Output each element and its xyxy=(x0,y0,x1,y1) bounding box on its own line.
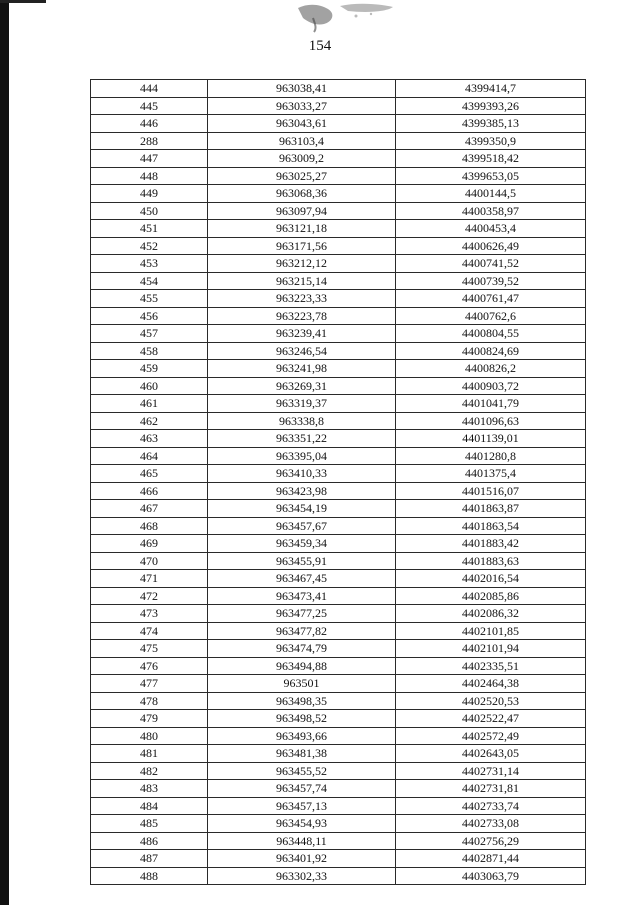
y-coordinate-cell: 4402464,38 xyxy=(396,675,586,693)
x-coordinate-cell: 963493,66 xyxy=(208,727,396,745)
y-coordinate-cell: 4401516,07 xyxy=(396,482,586,500)
table-row xyxy=(91,465,586,483)
x-coordinate-cell: 963474,79 xyxy=(208,640,396,658)
table-row xyxy=(91,150,586,168)
point-number-cell: 456 xyxy=(91,307,208,325)
x-coordinate-cell: 963038,41 xyxy=(208,80,396,98)
x-coordinate-cell: 963269,31 xyxy=(208,377,396,395)
point-number-cell: 483 xyxy=(91,780,208,798)
x-coordinate-cell: 963454,19 xyxy=(208,500,396,518)
y-coordinate-cell: 4402522,47 xyxy=(396,710,586,728)
point-number-cell: 452 xyxy=(91,237,208,255)
x-coordinate-cell: 963481,38 xyxy=(208,745,396,763)
table-row xyxy=(91,850,586,868)
table-row xyxy=(91,325,586,343)
coordinates-table-container xyxy=(90,79,585,885)
y-coordinate-cell: 4400358,97 xyxy=(396,202,586,220)
table-row xyxy=(91,710,586,728)
page-number: 154 xyxy=(308,38,332,54)
x-coordinate-cell: 963212,12 xyxy=(208,255,396,273)
x-coordinate-cell: 963457,13 xyxy=(208,797,396,815)
table-row xyxy=(91,692,586,710)
y-coordinate-cell: 4400741,52 xyxy=(396,255,586,273)
table-row xyxy=(91,307,586,325)
point-number-cell: 444 xyxy=(91,80,208,98)
x-coordinate-cell: 963459,34 xyxy=(208,535,396,553)
y-coordinate-cell: 4401139,01 xyxy=(396,430,586,448)
y-coordinate-cell: 4402016,54 xyxy=(396,570,586,588)
x-coordinate-cell: 963239,41 xyxy=(208,325,396,343)
table-row xyxy=(91,640,586,658)
x-coordinate-cell: 963501 xyxy=(208,675,396,693)
point-number-cell: 473 xyxy=(91,605,208,623)
table-row xyxy=(91,832,586,850)
point-number-cell: 471 xyxy=(91,570,208,588)
y-coordinate-cell: 4402086,32 xyxy=(396,605,586,623)
x-coordinate-cell: 963423,98 xyxy=(208,482,396,500)
point-number-cell: 485 xyxy=(91,815,208,833)
point-number-cell: 477 xyxy=(91,675,208,693)
table-row xyxy=(91,255,586,273)
y-coordinate-cell: 4402520,53 xyxy=(396,692,586,710)
point-number-cell: 288 xyxy=(91,132,208,150)
table-row xyxy=(91,867,586,885)
table-row xyxy=(91,622,586,640)
y-coordinate-cell: 4400739,52 xyxy=(396,272,586,290)
x-coordinate-cell: 963457,74 xyxy=(208,780,396,798)
point-number-cell: 475 xyxy=(91,640,208,658)
y-coordinate-cell: 4400762,6 xyxy=(396,307,586,325)
y-coordinate-cell: 4399653,05 xyxy=(396,167,586,185)
point-number-cell: 487 xyxy=(91,850,208,868)
point-number-cell: 474 xyxy=(91,622,208,640)
table-row xyxy=(91,167,586,185)
x-coordinate-cell: 963494,88 xyxy=(208,657,396,675)
y-coordinate-cell: 4401863,54 xyxy=(396,517,586,535)
table-row xyxy=(91,675,586,693)
point-number-cell: 460 xyxy=(91,377,208,395)
table-row xyxy=(91,570,586,588)
x-coordinate-cell: 963302,33 xyxy=(208,867,396,885)
x-coordinate-cell: 963223,78 xyxy=(208,307,396,325)
x-coordinate-cell: 963097,94 xyxy=(208,202,396,220)
point-number-cell: 488 xyxy=(91,867,208,885)
table-row xyxy=(91,482,586,500)
table-row xyxy=(91,430,586,448)
point-number-cell: 449 xyxy=(91,185,208,203)
y-coordinate-cell: 4401280,8 xyxy=(396,447,586,465)
table-row xyxy=(91,552,586,570)
x-coordinate-cell: 963448,11 xyxy=(208,832,396,850)
point-number-cell: 478 xyxy=(91,692,208,710)
y-coordinate-cell: 4400453,4 xyxy=(396,220,586,238)
x-coordinate-cell: 963338,8 xyxy=(208,412,396,430)
point-number-cell: 465 xyxy=(91,465,208,483)
x-coordinate-cell: 963246,54 xyxy=(208,342,396,360)
x-coordinate-cell: 963351,22 xyxy=(208,430,396,448)
table-row xyxy=(91,220,586,238)
x-coordinate-cell: 963395,04 xyxy=(208,447,396,465)
coordinates-table xyxy=(90,79,586,885)
y-coordinate-cell: 4401883,63 xyxy=(396,552,586,570)
x-coordinate-cell: 963467,45 xyxy=(208,570,396,588)
table-row xyxy=(91,80,586,98)
point-number-cell: 446 xyxy=(91,115,208,133)
point-number-cell: 481 xyxy=(91,745,208,763)
table-row xyxy=(91,762,586,780)
point-number-cell: 466 xyxy=(91,482,208,500)
point-number-cell: 469 xyxy=(91,535,208,553)
x-coordinate-cell: 963401,92 xyxy=(208,850,396,868)
y-coordinate-cell: 4403063,79 xyxy=(396,867,586,885)
y-coordinate-cell: 4402731,81 xyxy=(396,780,586,798)
point-number-cell: 450 xyxy=(91,202,208,220)
table-row xyxy=(91,500,586,518)
point-number-cell: 479 xyxy=(91,710,208,728)
table-row xyxy=(91,657,586,675)
x-coordinate-cell: 963498,52 xyxy=(208,710,396,728)
table-row xyxy=(91,377,586,395)
point-number-cell: 464 xyxy=(91,447,208,465)
point-number-cell: 482 xyxy=(91,762,208,780)
y-coordinate-cell: 4401375,4 xyxy=(396,465,586,483)
y-coordinate-cell: 4401863,87 xyxy=(396,500,586,518)
table-row xyxy=(91,780,586,798)
point-number-cell: 457 xyxy=(91,325,208,343)
table-row xyxy=(91,202,586,220)
point-number-cell: 470 xyxy=(91,552,208,570)
point-number-cell: 458 xyxy=(91,342,208,360)
x-coordinate-cell: 963043,61 xyxy=(208,115,396,133)
x-coordinate-cell: 963241,98 xyxy=(208,360,396,378)
point-number-cell: 451 xyxy=(91,220,208,238)
x-coordinate-cell: 963473,41 xyxy=(208,587,396,605)
y-coordinate-cell: 4402643,05 xyxy=(396,745,586,763)
point-number-cell: 486 xyxy=(91,832,208,850)
table-row xyxy=(91,587,586,605)
y-coordinate-cell: 4402731,14 xyxy=(396,762,586,780)
y-coordinate-cell: 4401041,79 xyxy=(396,395,586,413)
x-coordinate-cell: 963103,4 xyxy=(208,132,396,150)
table-row xyxy=(91,605,586,623)
y-coordinate-cell: 4400804,55 xyxy=(396,325,586,343)
table-row xyxy=(91,395,586,413)
table-row xyxy=(91,412,586,430)
x-coordinate-cell: 963121,18 xyxy=(208,220,396,238)
point-number-cell: 468 xyxy=(91,517,208,535)
point-number-cell: 459 xyxy=(91,360,208,378)
y-coordinate-cell: 4400144,5 xyxy=(396,185,586,203)
y-coordinate-cell: 4400626,49 xyxy=(396,237,586,255)
table-row xyxy=(91,290,586,308)
y-coordinate-cell: 4399393,26 xyxy=(396,97,586,115)
point-number-cell: 484 xyxy=(91,797,208,815)
y-coordinate-cell: 4402572,49 xyxy=(396,727,586,745)
y-coordinate-cell: 4400826,2 xyxy=(396,360,586,378)
y-coordinate-cell: 4399350,9 xyxy=(396,132,586,150)
x-coordinate-cell: 963457,67 xyxy=(208,517,396,535)
table-row xyxy=(91,797,586,815)
table-row xyxy=(91,447,586,465)
y-coordinate-cell: 4399385,13 xyxy=(396,115,586,133)
x-coordinate-cell: 963454,93 xyxy=(208,815,396,833)
table-row xyxy=(91,815,586,833)
point-number-cell: 463 xyxy=(91,430,208,448)
y-coordinate-cell: 4399518,42 xyxy=(396,150,586,168)
point-number-cell: 448 xyxy=(91,167,208,185)
y-coordinate-cell: 4402335,51 xyxy=(396,657,586,675)
table-row xyxy=(91,517,586,535)
x-coordinate-cell: 963068,36 xyxy=(208,185,396,203)
x-coordinate-cell: 963223,33 xyxy=(208,290,396,308)
y-coordinate-cell: 4400824,69 xyxy=(396,342,586,360)
point-number-cell: 467 xyxy=(91,500,208,518)
table-row xyxy=(91,97,586,115)
point-number-cell: 461 xyxy=(91,395,208,413)
point-number-cell: 453 xyxy=(91,255,208,273)
y-coordinate-cell: 4402101,85 xyxy=(396,622,586,640)
table-row xyxy=(91,342,586,360)
table-row xyxy=(91,237,586,255)
y-coordinate-cell: 4402871,44 xyxy=(396,850,586,868)
x-coordinate-cell: 963025,27 xyxy=(208,167,396,185)
point-number-cell: 454 xyxy=(91,272,208,290)
scan-smudge-mark xyxy=(268,0,408,34)
table-row xyxy=(91,185,586,203)
point-number-cell: 455 xyxy=(91,290,208,308)
x-coordinate-cell: 963410,33 xyxy=(208,465,396,483)
point-number-cell: 445 xyxy=(91,97,208,115)
top-left-rule xyxy=(0,0,46,3)
y-coordinate-cell: 4402756,29 xyxy=(396,832,586,850)
x-coordinate-cell: 963033,27 xyxy=(208,97,396,115)
x-coordinate-cell: 963319,37 xyxy=(208,395,396,413)
table-row xyxy=(91,535,586,553)
y-coordinate-cell: 4399414,7 xyxy=(396,80,586,98)
point-number-cell: 472 xyxy=(91,587,208,605)
point-number-cell: 476 xyxy=(91,657,208,675)
x-coordinate-cell: 963171,56 xyxy=(208,237,396,255)
y-coordinate-cell: 4402085,86 xyxy=(396,587,586,605)
x-coordinate-cell: 963477,25 xyxy=(208,605,396,623)
x-coordinate-cell: 963455,52 xyxy=(208,762,396,780)
y-coordinate-cell: 4402101,94 xyxy=(396,640,586,658)
y-coordinate-cell: 4402733,74 xyxy=(396,797,586,815)
x-coordinate-cell: 963477,82 xyxy=(208,622,396,640)
y-coordinate-cell: 4401096,63 xyxy=(396,412,586,430)
table-row xyxy=(91,115,586,133)
point-number-cell: 462 xyxy=(91,412,208,430)
table-row xyxy=(91,727,586,745)
table-row xyxy=(91,745,586,763)
y-coordinate-cell: 4400761,47 xyxy=(396,290,586,308)
x-coordinate-cell: 963455,91 xyxy=(208,552,396,570)
y-coordinate-cell: 4400903,72 xyxy=(396,377,586,395)
table-row xyxy=(91,132,586,150)
x-coordinate-cell: 963009,2 xyxy=(208,150,396,168)
point-number-cell: 447 xyxy=(91,150,208,168)
table-row xyxy=(91,272,586,290)
y-coordinate-cell: 4402733,08 xyxy=(396,815,586,833)
x-coordinate-cell: 963215,14 xyxy=(208,272,396,290)
table-row xyxy=(91,360,586,378)
scan-left-edge xyxy=(0,0,9,905)
x-coordinate-cell: 963498,35 xyxy=(208,692,396,710)
point-number-cell: 480 xyxy=(91,727,208,745)
table-body xyxy=(91,80,586,885)
y-coordinate-cell: 4401883,42 xyxy=(396,535,586,553)
